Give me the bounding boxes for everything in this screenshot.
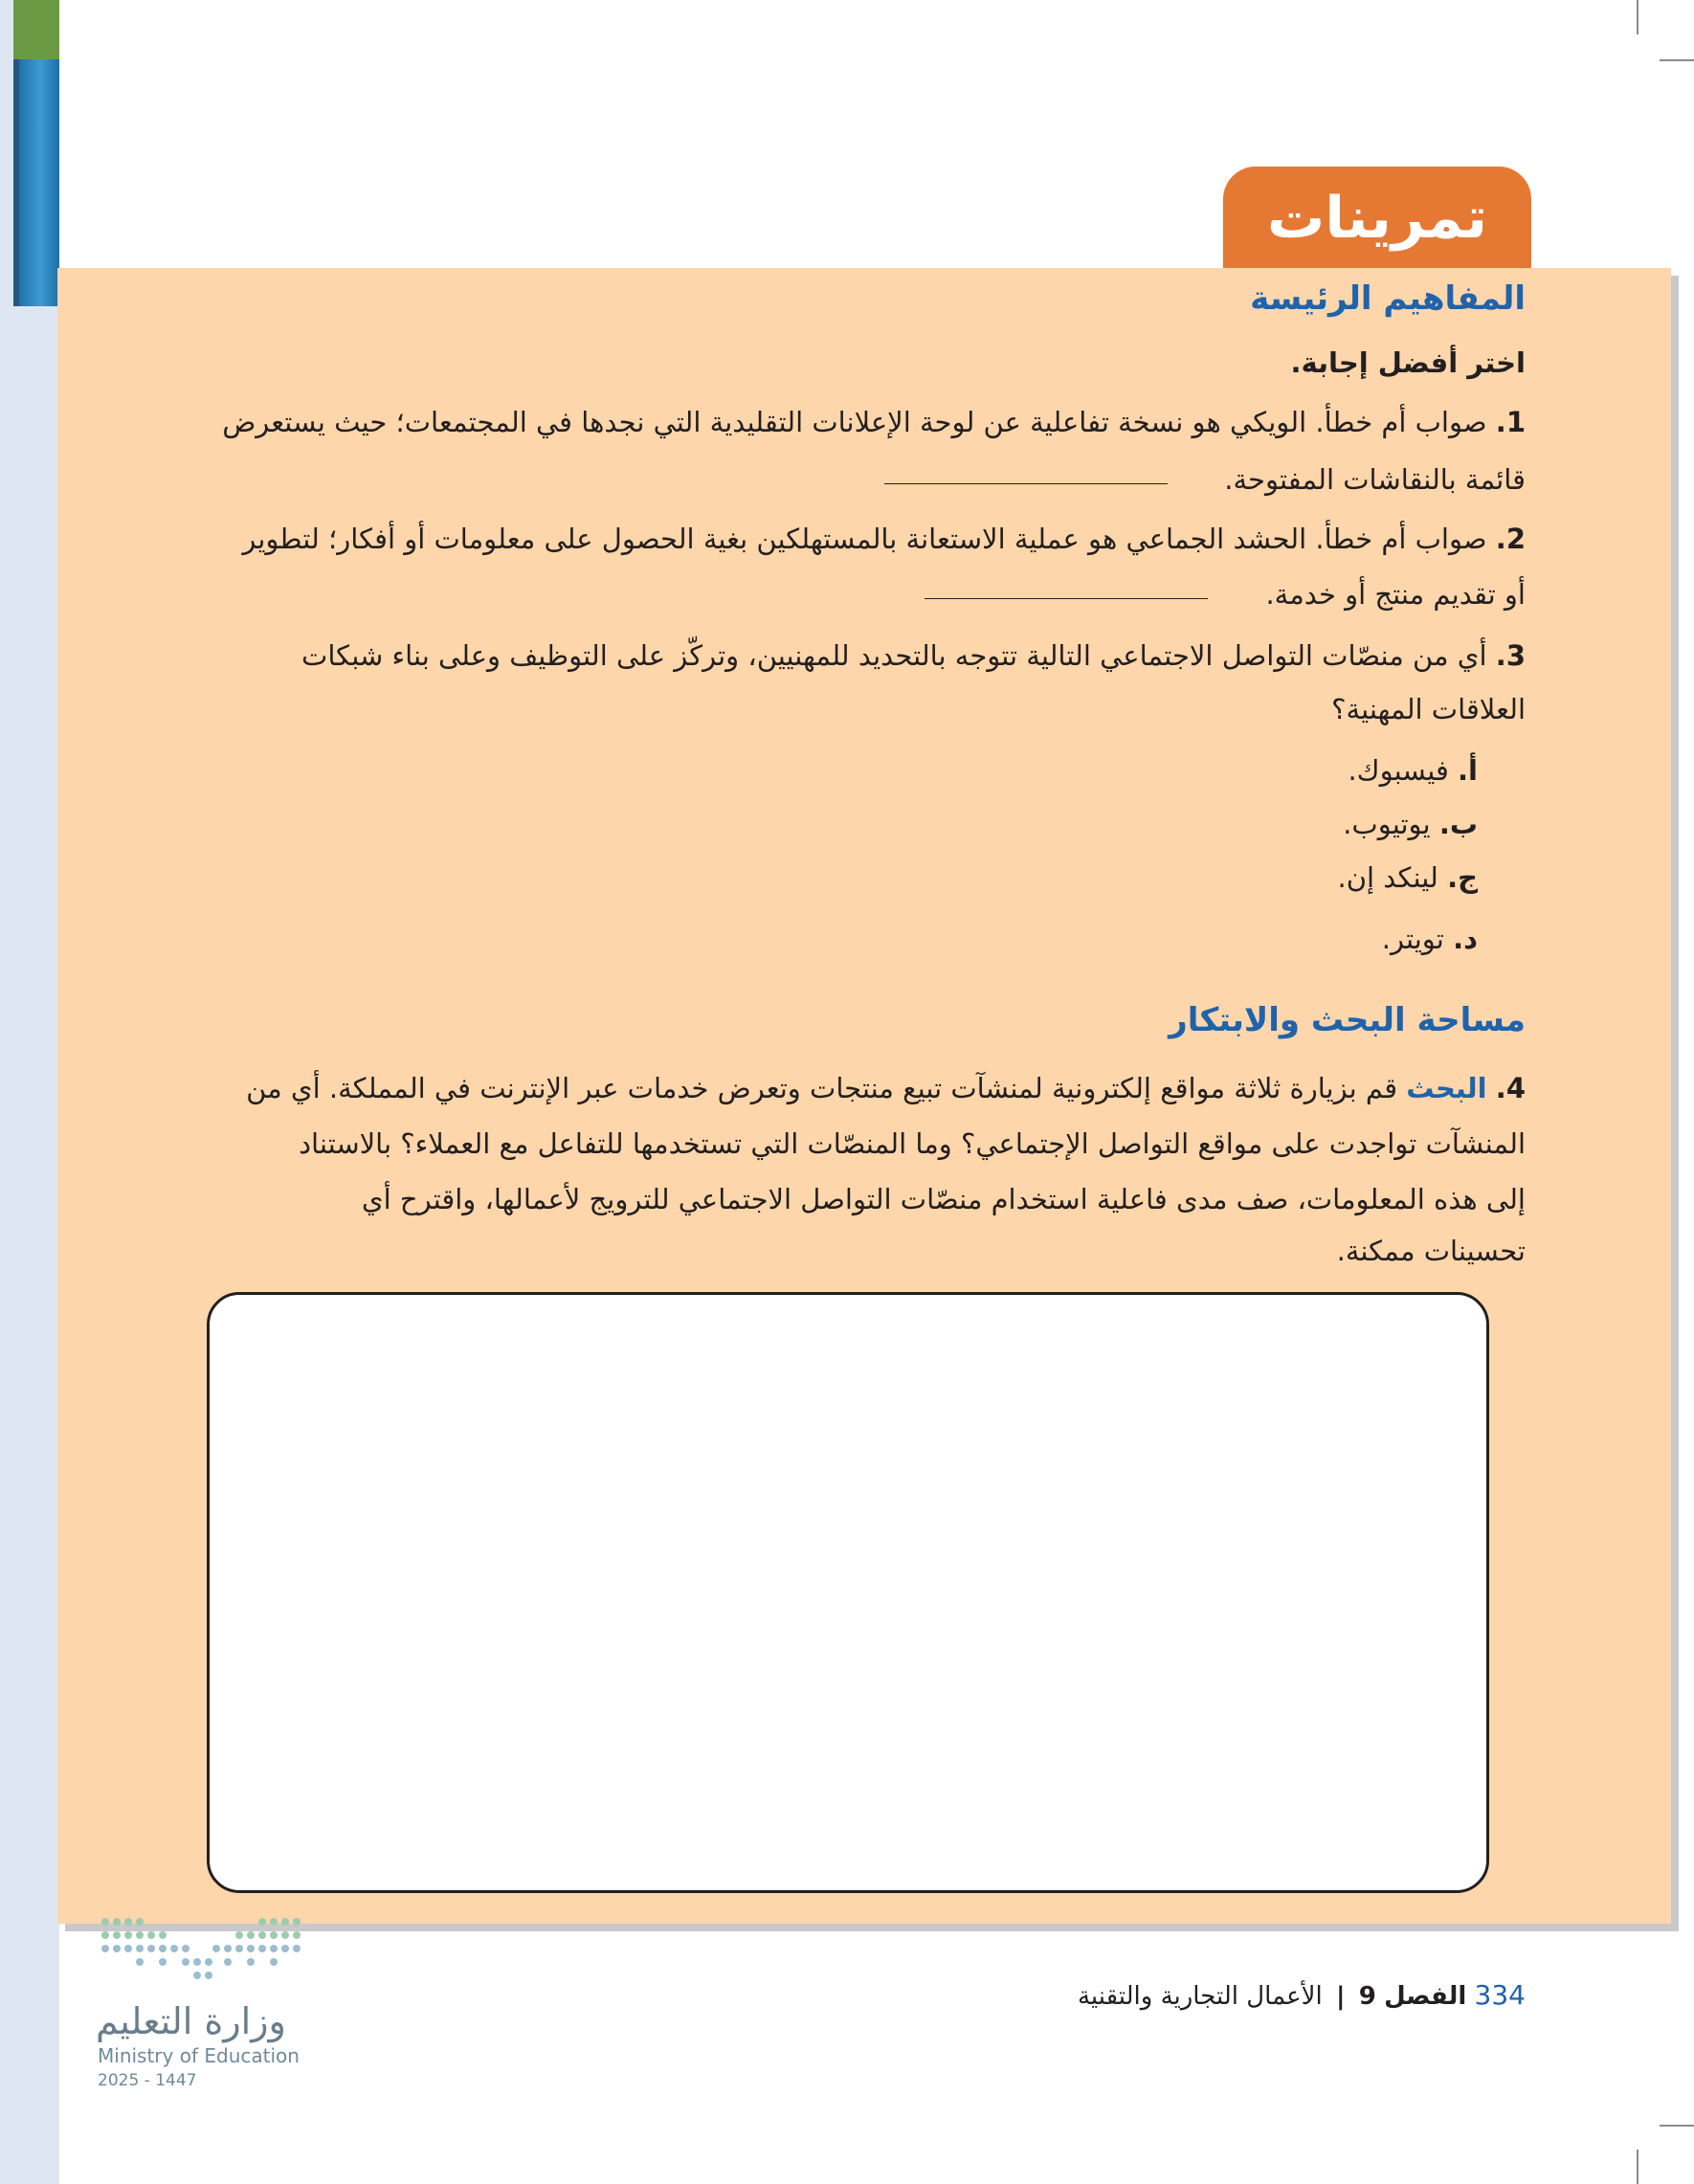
exercises-tab-title: تمرينات <box>1223 167 1531 270</box>
page-footer <box>1077 1979 1526 2011</box>
question-2-number: 2. <box>1495 523 1526 555</box>
option-c[interactable] <box>1337 861 1478 894</box>
option-text: يوتيوب. <box>1343 808 1431 840</box>
question-2-line-2: أو تقديم منتج أو خدمة. <box>1265 578 1526 611</box>
answer-box[interactable] <box>207 1292 1489 1893</box>
instruction-text: اختر أفضل إجابة. <box>1290 346 1526 379</box>
margin-strip <box>0 0 59 2184</box>
question-1-number: 1. <box>1495 406 1526 438</box>
question-2-line-1 <box>242 523 1526 555</box>
option-text: فيسبوك. <box>1348 754 1449 787</box>
question-3-line-1 <box>301 639 1526 672</box>
crop-mark <box>1637 2150 1638 2184</box>
research-innovation-heading: مساحة البحث والابتكار <box>1169 1001 1526 1039</box>
question-3-number: 3. <box>1495 639 1526 672</box>
option-a[interactable] <box>1348 754 1478 787</box>
ministry-logo-icon <box>100 1916 306 1985</box>
question-4-number: 4. <box>1495 1072 1526 1104</box>
spine-tab-green <box>13 0 59 59</box>
question-3-line-2: العلاقات المهنية؟ <box>1331 693 1526 725</box>
ministry-logo-english: Ministry of Education <box>98 2044 300 2067</box>
question-1-line-2: قائمة بالنقاشات المفتوحة. <box>1224 463 1526 496</box>
chapter-label: الفصل <box>1384 1982 1467 2011</box>
question-3-text: أي من منصّات التواصل الاجتماعي التالية تتوجه بالتحديد للمهنيين، وتركّز على التوظيف وعلى بناء شبكات <box>301 639 1487 672</box>
option-b[interactable] <box>1343 808 1478 840</box>
spine-tab-edge <box>13 59 19 306</box>
question-2-text: صواب أم خطأ. الحشد الجماعي هو عملية الاستعانة بالمستهلكين بغية الحصول على معلومات أو أفكار؛ لتطوير <box>242 523 1487 555</box>
key-concepts-heading: المفاهيم الرئيسة <box>1250 279 1526 318</box>
option-letter: د. <box>1453 923 1478 955</box>
question-4-line-2: المنشآت تواجدت على مواقع التواصل الإجتماعي؟ وما المنصّات التي تستخدمها للتفاعل مع العملاء؟ بالاستناد <box>299 1127 1526 1160</box>
question-4-line-3: إلى هذه المعلومات، صف مدى فاعلية استخدام منصّات التواصل الاجتماعي للترويج لأعمالها، واقترح أي <box>361 1183 1526 1215</box>
answer-line-1[interactable] <box>884 483 1168 484</box>
option-letter: أ. <box>1458 754 1478 787</box>
question-4-line-1 <box>246 1072 1526 1104</box>
option-d[interactable] <box>1382 923 1478 955</box>
page-number: 334 <box>1474 1979 1526 2011</box>
crop-mark <box>1660 59 1694 61</box>
research-keyword: البحث <box>1406 1072 1487 1104</box>
book-title: الأعمال التجارية والتقنية <box>1077 1982 1323 2011</box>
question-4-text: قم بزيارة ثلاثة مواقع إلكترونية لمنشآت تبيع منتجات وتعرض خدمات عبر الإنترنت في المملكة. أي من <box>246 1072 1398 1104</box>
crop-mark <box>1637 0 1638 34</box>
answer-line-2[interactable] <box>925 598 1208 599</box>
spine-tab-blue <box>17 59 59 306</box>
option-text: لينكد إن. <box>1337 861 1438 894</box>
question-4-line-4: تحسينات ممكنة. <box>1336 1235 1526 1267</box>
option-letter: ج. <box>1447 861 1478 894</box>
crop-mark <box>1660 2125 1694 2127</box>
ministry-logo-arabic: وزارة التعليم <box>96 2000 286 2042</box>
chapter-number: 9 <box>1358 1982 1376 2011</box>
option-letter: ب. <box>1438 808 1478 840</box>
question-1-text: صواب أم خطأ. الويكي هو نسخة تفاعلية عن لوحة الإعلانات التقليدية التي نجدها في المجتمعات؛ حيث يستعرض <box>222 406 1487 438</box>
ministry-logo-year: 2025 - 1447 <box>98 2071 197 2090</box>
question-1-line-1 <box>222 406 1526 438</box>
option-text: تويتر. <box>1381 923 1444 955</box>
footer-separator: | <box>1335 1982 1346 2011</box>
